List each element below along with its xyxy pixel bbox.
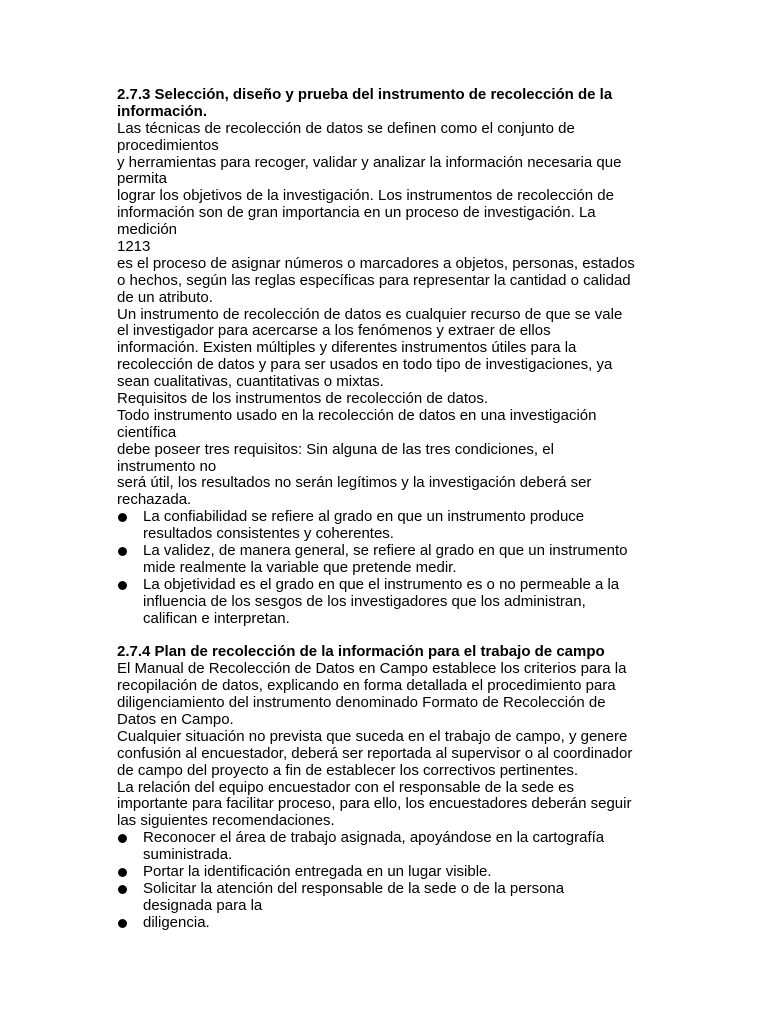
bullet-dot-icon xyxy=(118,868,127,877)
body-line: diligenciamiento del instrumento denominado Formato de Recolección de xyxy=(117,694,606,712)
body-line: Un instrumento de recolección de datos es cualquier recurso de que se vale xyxy=(117,305,623,323)
bullet-line: influencia de los sesgos de los investigadores que los administran, xyxy=(143,592,586,610)
body-line: recopilación de datos, explicando en forma detallada el procedimiento para xyxy=(117,677,616,695)
bullet-dot-icon xyxy=(118,547,127,556)
body-line: confusión al encuestador, deberá ser reportada al supervisor o al coordinador xyxy=(117,744,633,762)
body-line: 1213 xyxy=(117,238,151,256)
body-line: será útil, los resultados no serán legítimos y la investigación deberá ser xyxy=(117,474,592,492)
section-heading-line: 2.7.4 Plan de recolección de la información para el trabajo de campo xyxy=(117,643,605,661)
body-line: El Manual de Recolección de Datos en Campo establece los criterios para la xyxy=(117,660,627,678)
body-line: las siguientes recomendaciones. xyxy=(117,812,335,830)
bullet-line: La confiabilidad se refiere al grado en que un instrumento produce xyxy=(143,508,585,526)
bullet-line: mide realmente la variable que pretende medir. xyxy=(143,558,457,576)
body-line: Datos en Campo. xyxy=(117,710,234,728)
bullet-line: La objetividad es el grado en que el instrumento es o no permeable a la xyxy=(143,575,620,593)
bullet-line: designada para la xyxy=(143,896,263,914)
bullet-item xyxy=(117,577,757,628)
bullet-line: Reconocer el área de trabajo asignada, apoyándose en la cartografía xyxy=(143,829,605,847)
body-line: Requisitos de los instrumentos de recolección de datos. xyxy=(117,390,489,408)
body-line: recolección de datos y para ser usados en todo tipo de investigaciones, ya xyxy=(117,356,613,374)
body-line: Las técnicas de recolección de datos se definen como el conjunto de xyxy=(117,119,575,137)
bullet-dot-icon xyxy=(118,581,127,590)
body-line: o hechos, según las reglas específicas para representar la cantidad o calidad xyxy=(117,271,631,289)
bullet-dot-icon xyxy=(118,513,127,522)
body-line: información. Existen múltiples y diferentes instrumentos útiles para la xyxy=(117,339,577,357)
bullet-dot-icon xyxy=(118,919,127,928)
body-line: Todo instrumento usado en la recolección de datos en una investigación xyxy=(117,406,597,424)
body-line: sean cualitativas, cuantitativas o mixtas. xyxy=(117,373,384,391)
body-line: de un atributo. xyxy=(117,288,213,306)
body-line: el investigador para acercarse a los fenómenos y extraer de ellos xyxy=(117,322,551,340)
body-line: instrumento no xyxy=(117,457,217,475)
bullet-item xyxy=(117,830,757,864)
section-heading-line: 2.7.3 Selección, diseño y prueba del instrumento de recolección de la xyxy=(117,86,613,103)
body-line: científica xyxy=(117,423,177,441)
body-line: y herramientas para recoger, validar y analizar la información necesaria que xyxy=(117,153,622,171)
bullet-line: La validez, de manera general, se refiere al grado en que un instrumento xyxy=(143,542,628,560)
body-line: medición xyxy=(117,221,178,239)
section-2-7-3 xyxy=(117,87,757,628)
bullet-item xyxy=(117,509,757,543)
bullet-item xyxy=(117,915,757,932)
bullet-line: diligencia. xyxy=(143,913,210,931)
document-page xyxy=(117,87,757,932)
bullet-item xyxy=(117,881,757,915)
body-line: lograr los objetivos de la investigación. Los instrumentos de recolección de xyxy=(117,187,614,205)
bullet-dot-icon xyxy=(118,885,127,894)
section-spacer xyxy=(117,628,757,645)
body-line: es el proceso de asignar números o marcadores a objetos, personas, estados xyxy=(117,254,635,272)
bullet-line: califican e interpretan. xyxy=(143,609,290,627)
body-line: permita xyxy=(117,170,168,188)
bullet-line: suministrada. xyxy=(143,846,233,864)
body-line: La relación del equipo encuestador con el responsable de la sede es xyxy=(117,778,574,796)
body-line: de campo del proyecto a fin de establecer los correctivos pertinentes. xyxy=(117,761,579,779)
bullet-item xyxy=(117,864,757,881)
section-2-7-4 xyxy=(117,644,757,931)
body-line: importante para facilitar proceso, para ello, los encuestadores deberán seguir xyxy=(117,795,632,813)
bullet-line: resultados consistentes y coherentes. xyxy=(143,525,394,543)
body-line: información son de gran importancia en un proceso de investigación. La xyxy=(117,204,596,222)
body-line: rechazada. xyxy=(117,491,192,509)
body-line: Cualquier situación no prevista que suceda en el trabajo de campo, y genere xyxy=(117,727,628,745)
bullet-line: Solicitar la atención del responsable de la sede o de la persona xyxy=(143,879,565,897)
bullet-line: Portar la identificación entregada en un lugar visible. xyxy=(143,862,492,880)
body-line: debe poseer tres requisitos: Sin alguna de las tres condiciones, el xyxy=(117,440,554,458)
section-heading-line: información. xyxy=(117,102,208,120)
bullet-item xyxy=(117,543,757,577)
bullet-dot-icon xyxy=(118,834,127,843)
body-line: procedimientos xyxy=(117,136,219,154)
